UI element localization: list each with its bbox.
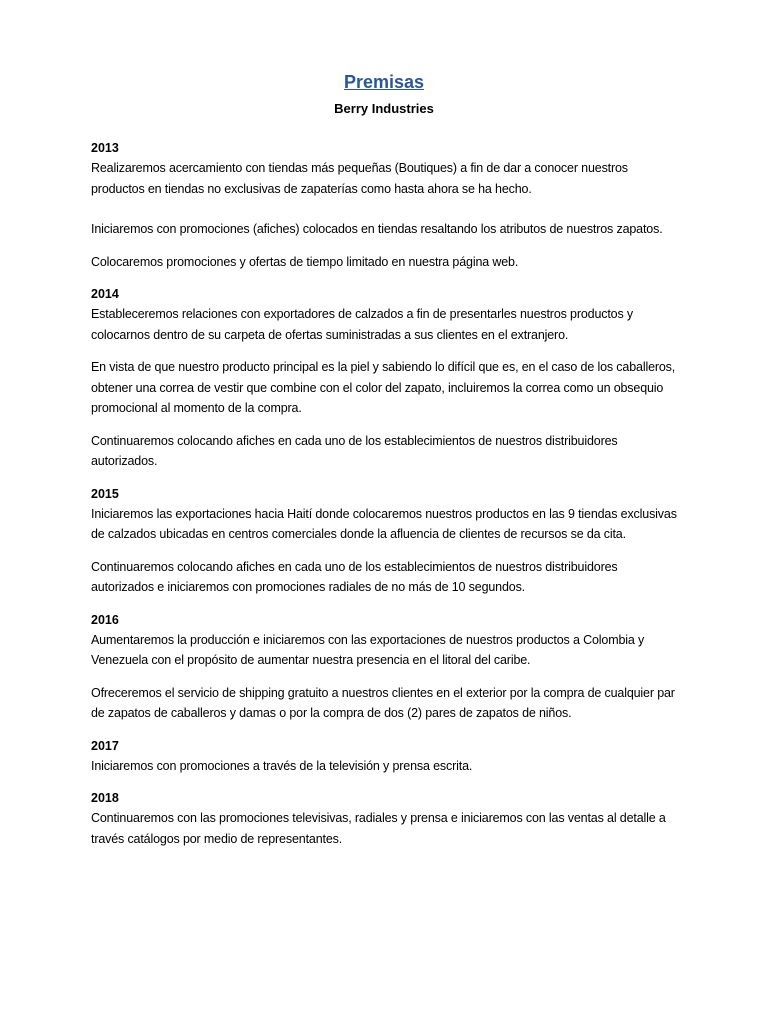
section-year: 2015 [91,486,119,501]
paragraph: Estableceremos relaciones con exportadores de calzados a fin de presentarles nuestros productos y colocarnos dentro de su carpeta de ofertas suministradas a sus clientes en el extranjero. [91,307,634,342]
section-year: 2016 [91,612,119,627]
section-2016 [91,610,681,724]
section-2014 [91,284,681,472]
paragraph: Continuaremos con las promociones televisivas, radiales y prensa e iniciaremos con las ventas al detalle a través catálogos por medio de representantes. [91,811,666,846]
page-title: Premisas [343,72,425,92]
section-2018 [91,788,681,849]
section-2013 [91,138,681,272]
paragraph: Continuaremos colocando afiches en cada uno de los establecimientos de nuestros distribuidores autorizados e iniciaremos con promociones radiales de no más de 10 segundos. [91,559,618,594]
paragraph: Iniciaremos con promociones a través de la televisión y prensa escrita. [91,758,473,773]
company-name: Berry Industries [334,101,434,116]
document-body [91,138,681,861]
section-year: 2013 [91,141,119,155]
paragraph: Colocaremos promociones y ofertas de tiempo limitado en nuestra página web. [91,254,519,269]
paragraph: Iniciaremos con promociones (afiches) colocados en tiendas resaltando los atributos de nuestros zapatos. [91,222,663,236]
section-year: 2018 [91,791,119,805]
section-2017 [91,736,681,777]
paragraph: Ofreceremos el servicio de shipping gratuito a nuestros clientes en el exterior por la compra de cualquier par de zapatos de caballeros y damas o por la compra de dos (2) pares de zapatos de niños. [91,685,675,720]
section-year: 2014 [91,287,119,301]
paragraph: Realizaremos acercamiento con tiendas más pequeñas (Boutiques) a fin de dar a conocer nuestros productos en tiendas no exclusivas de zapaterías como hasta ahora se ha hecho. [91,161,628,196]
paragraph: En vista de que nuestro producto principal es la piel y sabiendo lo difícil que es, en el caso de los caballeros, obtener una correa de vestir que combine con el color del zapato, incluiremos la correa como un obsequio promocional al momento de la compra. [91,360,676,415]
paragraph: Iniciaremos las exportaciones hacia Haití donde colocaremos nuestros productos en las 9 tiendas exclusivas de calzados ubicadas en centros comerciales donde la afluencia de clientes de recursos se da cita. [91,506,677,541]
section-2015 [91,484,681,598]
section-year: 2017 [91,738,119,753]
paragraph: Aumentaremos la producción e iniciaremos con las exportaciones de nuestros productos a Colombia y Venezuela con el propósito de aumentar nuestra presencia en el litoral del caribe. [91,632,645,667]
paragraph: Continuaremos colocando afiches en cada uno de los establecimientos de nuestros distribuidores autorizados. [91,433,618,468]
